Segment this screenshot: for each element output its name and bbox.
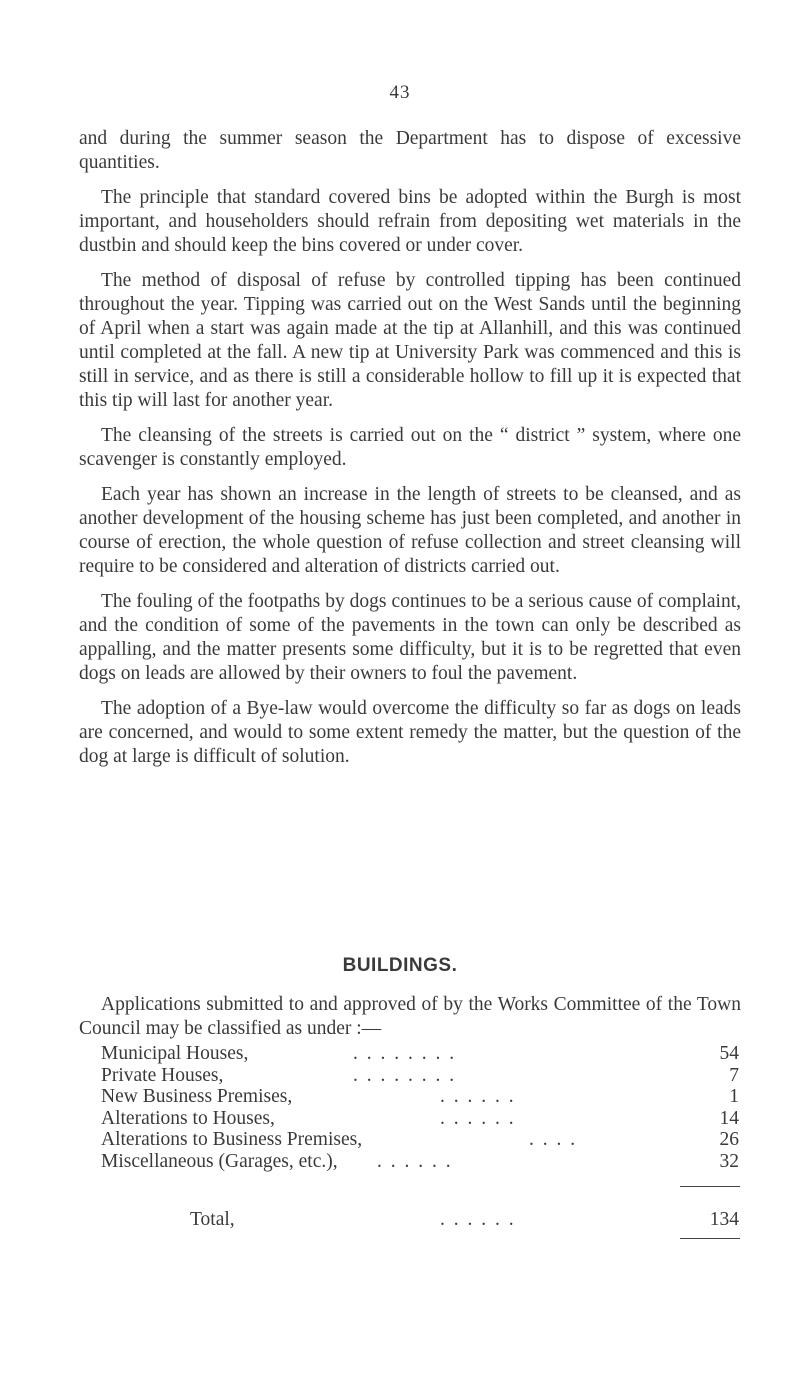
paragraph: The adoption of a Bye-law would overcome the difficulty so far as dogs on leads are concerned, and would to some extent remedy the matter, but the question of the dog at large is difficult of solution. [79,698,741,767]
row-value: 32 [719,1150,739,1172]
row-value: 7 [729,1064,739,1086]
paragraph: Each year has shown an increase in the length of streets to be cleansed, and as another development of the housing scheme has just been completed, and another in course of erection, the whole question of refuse collection and street cleansing will require to be considered and alteration of districts carried out. [79,484,741,577]
buildings-intro: Applications submitted to and approved of by the Works Committee of the Town Council may be classified as under :— [79,994,741,1039]
row-label: Municipal Houses, [101,1043,249,1064]
page-number: 43 [389,82,411,103]
leader-dots: . . . . . . . . [353,1064,457,1086]
leader-dots: . . . . . . . . [353,1043,457,1064]
row-label: Alterations to Houses, [101,1107,275,1129]
total-row [101,1209,741,1233]
table-row [101,1151,741,1173]
total-value: 134 [709,1209,739,1230]
row-value: 1 [729,1086,739,1107]
paragraph: The fouling of the footpaths by dogs continues to be a serious cause of complaint, and the condition of some of the pavements in the town can only be described as appalling, and the matter presents some difficulty, but it is to be regretted that even dogs on leads are allowed by their owners to foul the pavement. [79,591,741,684]
leader-dots: . . . . [529,1129,578,1150]
table-row [101,1086,741,1108]
total-rule-top [680,1186,740,1187]
row-label: Miscellaneous (Garages, etc.), [101,1150,338,1172]
paragraph: The cleansing of the streets is carried out on the “ district ” system, where one scavenger is constantly employed. [79,425,741,470]
row-label: Private Houses, [101,1064,224,1086]
row-value: 26 [719,1129,739,1150]
total-label: Total, [190,1209,235,1230]
row-label: Alterations to Business Premises, [101,1129,363,1150]
leader-dots: . . . . . . [440,1086,516,1107]
buildings-table [101,1043,741,1172]
leader-dots: . . . . . . [440,1107,516,1129]
table-row [101,1065,741,1087]
leader-dots: . . . . . . [377,1150,453,1172]
table-row [101,1043,741,1065]
table-row [101,1129,741,1151]
leader-dots: . . . . . . [440,1209,516,1230]
section-heading: BUILDINGS. [342,955,458,976]
paragraph: and during the summer season the Department has to dispose of excessive quantities. [79,128,741,173]
body-text [79,127,741,780]
paragraph: The principle that standard covered bins be adopted within the Burgh is most important, and householders should refrain from depositing wet materials in the dustbin and should keep the bins covered or under cover. [79,187,741,256]
row-value: 54 [719,1043,739,1064]
table-row [101,1108,741,1130]
paragraph: The method of disposal of refuse by controlled tipping has been continued throughout the year. Tipping was carried out on the West Sands until the beginning of April when a start was again made at the tip at Allanhill, and this was continued until completed at the fall. A new tip at University Park was commenced and this is still in service, and as there is still a considerable hollow to fill up it is expected that this tip will last for another year. [79,270,741,411]
row-value: 14 [719,1107,739,1129]
row-label: New Business Premises, [101,1086,293,1107]
total-rule-bottom [680,1238,740,1239]
